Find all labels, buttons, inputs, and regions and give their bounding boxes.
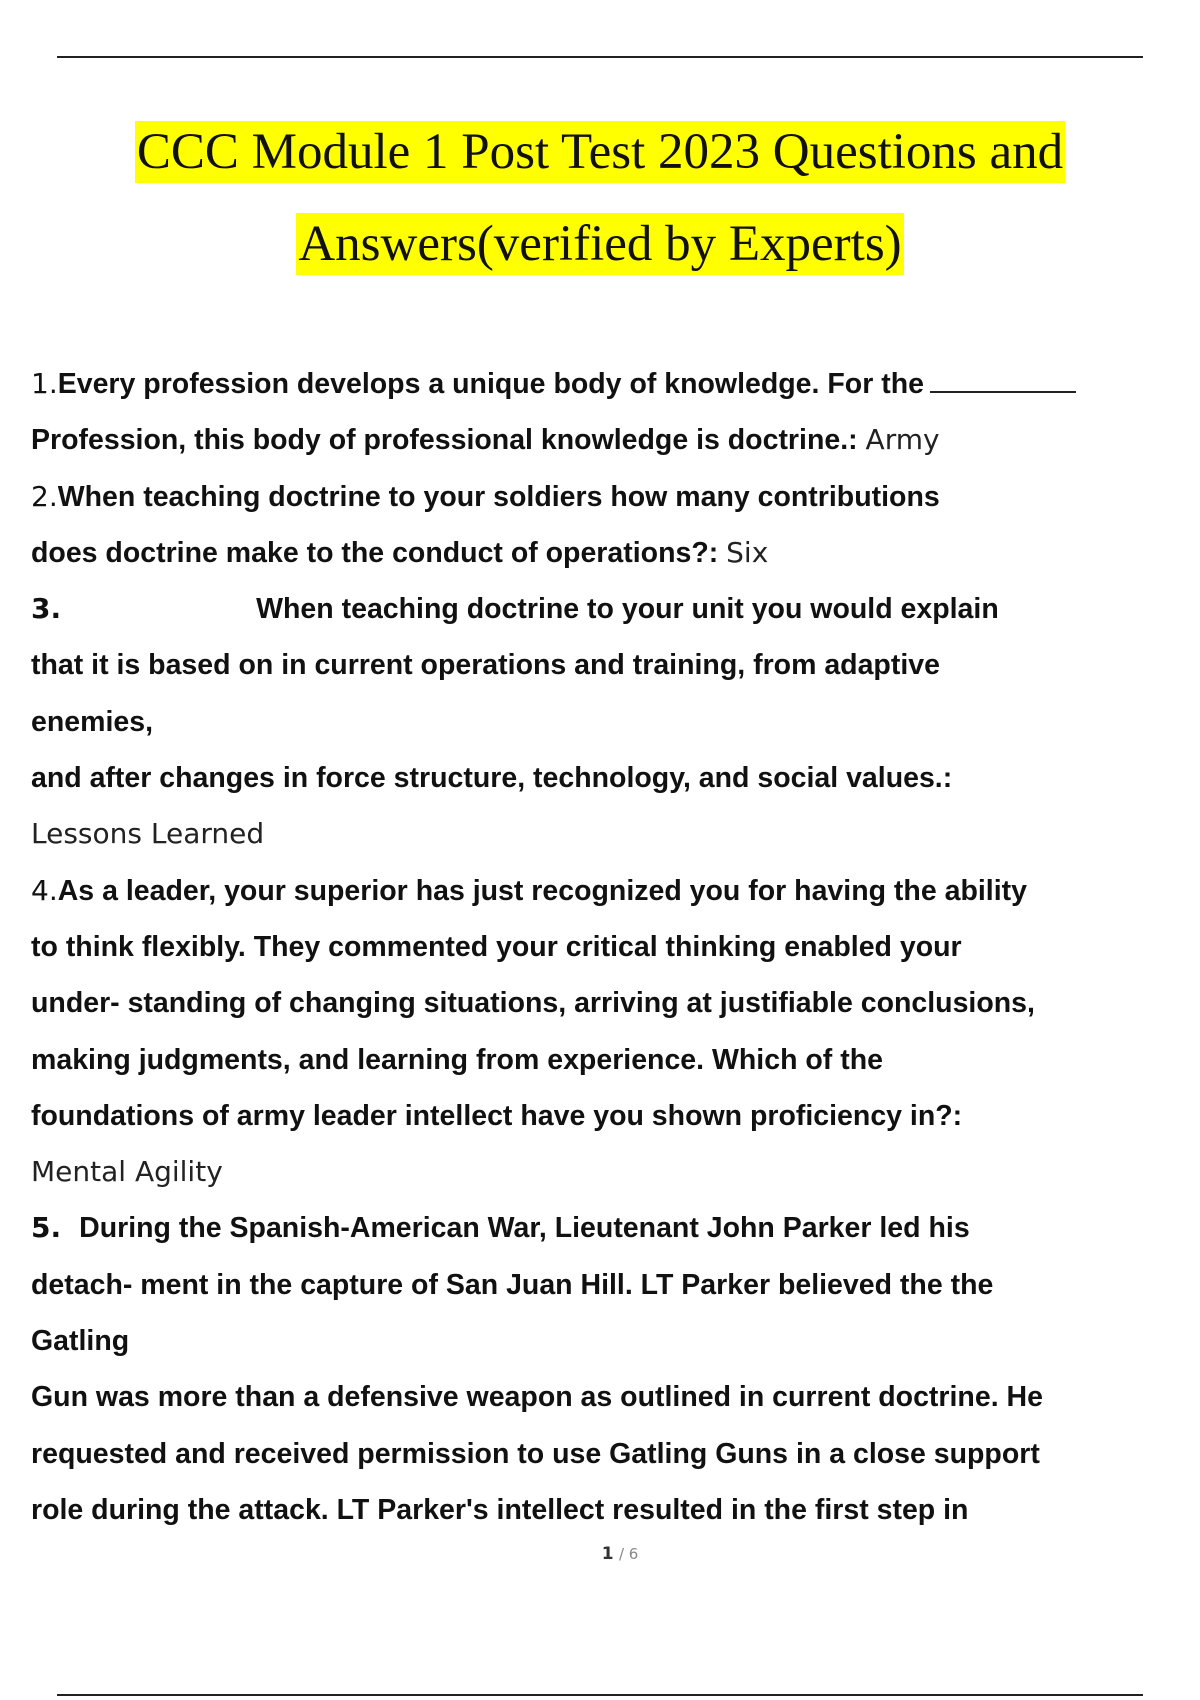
question-5 xyxy=(31,1200,1191,1256)
question-2 xyxy=(31,469,1191,525)
answer-text: Six xyxy=(726,535,769,569)
question-number: 5. xyxy=(31,1211,62,1245)
question-number: 3. xyxy=(31,592,62,626)
current-page: 1 xyxy=(601,1544,614,1564)
question-text: When teaching doctrine to your unit you would explain xyxy=(256,593,999,626)
question-text: During the Spanish-American War, Lieutenant John Parker led his xyxy=(79,1212,970,1245)
question-text: requested and received permission to use Gatling Guns in a close support xyxy=(31,1437,1040,1470)
question-3 xyxy=(31,581,1191,637)
bottom-rule xyxy=(57,1694,1143,1696)
question-text: Profession, this body of professional knowledge is doctrine.: xyxy=(31,424,858,457)
fill-in-blank xyxy=(930,361,1076,393)
question-number: 1. xyxy=(31,367,58,400)
question-text: under- standing of changing situations, arriving at justifiable conclusions, xyxy=(31,987,1035,1020)
questions-list xyxy=(31,356,1191,1538)
question-1 xyxy=(31,356,1191,412)
question-text: that it is based on in current operations and training, from adaptive xyxy=(31,649,940,682)
question-4 xyxy=(31,863,1191,919)
document-title xyxy=(0,106,1200,290)
answer-text: Lessons Learned xyxy=(31,817,265,851)
total-pages: / 6 xyxy=(618,1545,639,1563)
question-number: 4. xyxy=(31,873,58,907)
question-text: Gatling xyxy=(31,1325,130,1358)
question-text: Every profession develops a unique body of knowledge. For the xyxy=(57,368,924,400)
question-text: As a leader, your superior has just recognized you for having the ability xyxy=(57,874,1027,907)
question-text: Gun was more than a defensive weapon as outlined in current doctrine. He xyxy=(31,1381,1043,1414)
top-rule xyxy=(57,56,1143,58)
question-number: 2. xyxy=(31,479,58,513)
question-text: enemies, xyxy=(31,705,153,738)
question-text: When teaching doctrine to your soldiers how many contributions xyxy=(57,480,940,513)
question-text: role during the attack. LT Parker's intellect resulted in the first step in xyxy=(31,1493,969,1526)
question-text: foundations of army leader intellect have you shown proficiency in?: xyxy=(31,1099,963,1132)
question-text: to think flexibly. They commented your critical thinking enabled your xyxy=(31,930,962,963)
answer-text: Army xyxy=(865,423,940,457)
question-text: and after changes in force structure, technology, and social values.: xyxy=(31,762,953,795)
question-text: detach- ment in the capture of San Juan Hill. LT Parker believed the the xyxy=(31,1268,994,1301)
page-indicator xyxy=(0,1544,1200,1564)
title-line-2: Answers(verified by Experts) xyxy=(296,213,903,275)
question-text: making judgments, and learning from experience. Which of the xyxy=(31,1043,883,1076)
title-line-1: CCC Module 1 Post Test 2023 Questions and xyxy=(135,121,1065,183)
answer-text: Mental Agility xyxy=(31,1155,223,1189)
question-text: does doctrine make to the conduct of operations?: xyxy=(31,536,719,569)
